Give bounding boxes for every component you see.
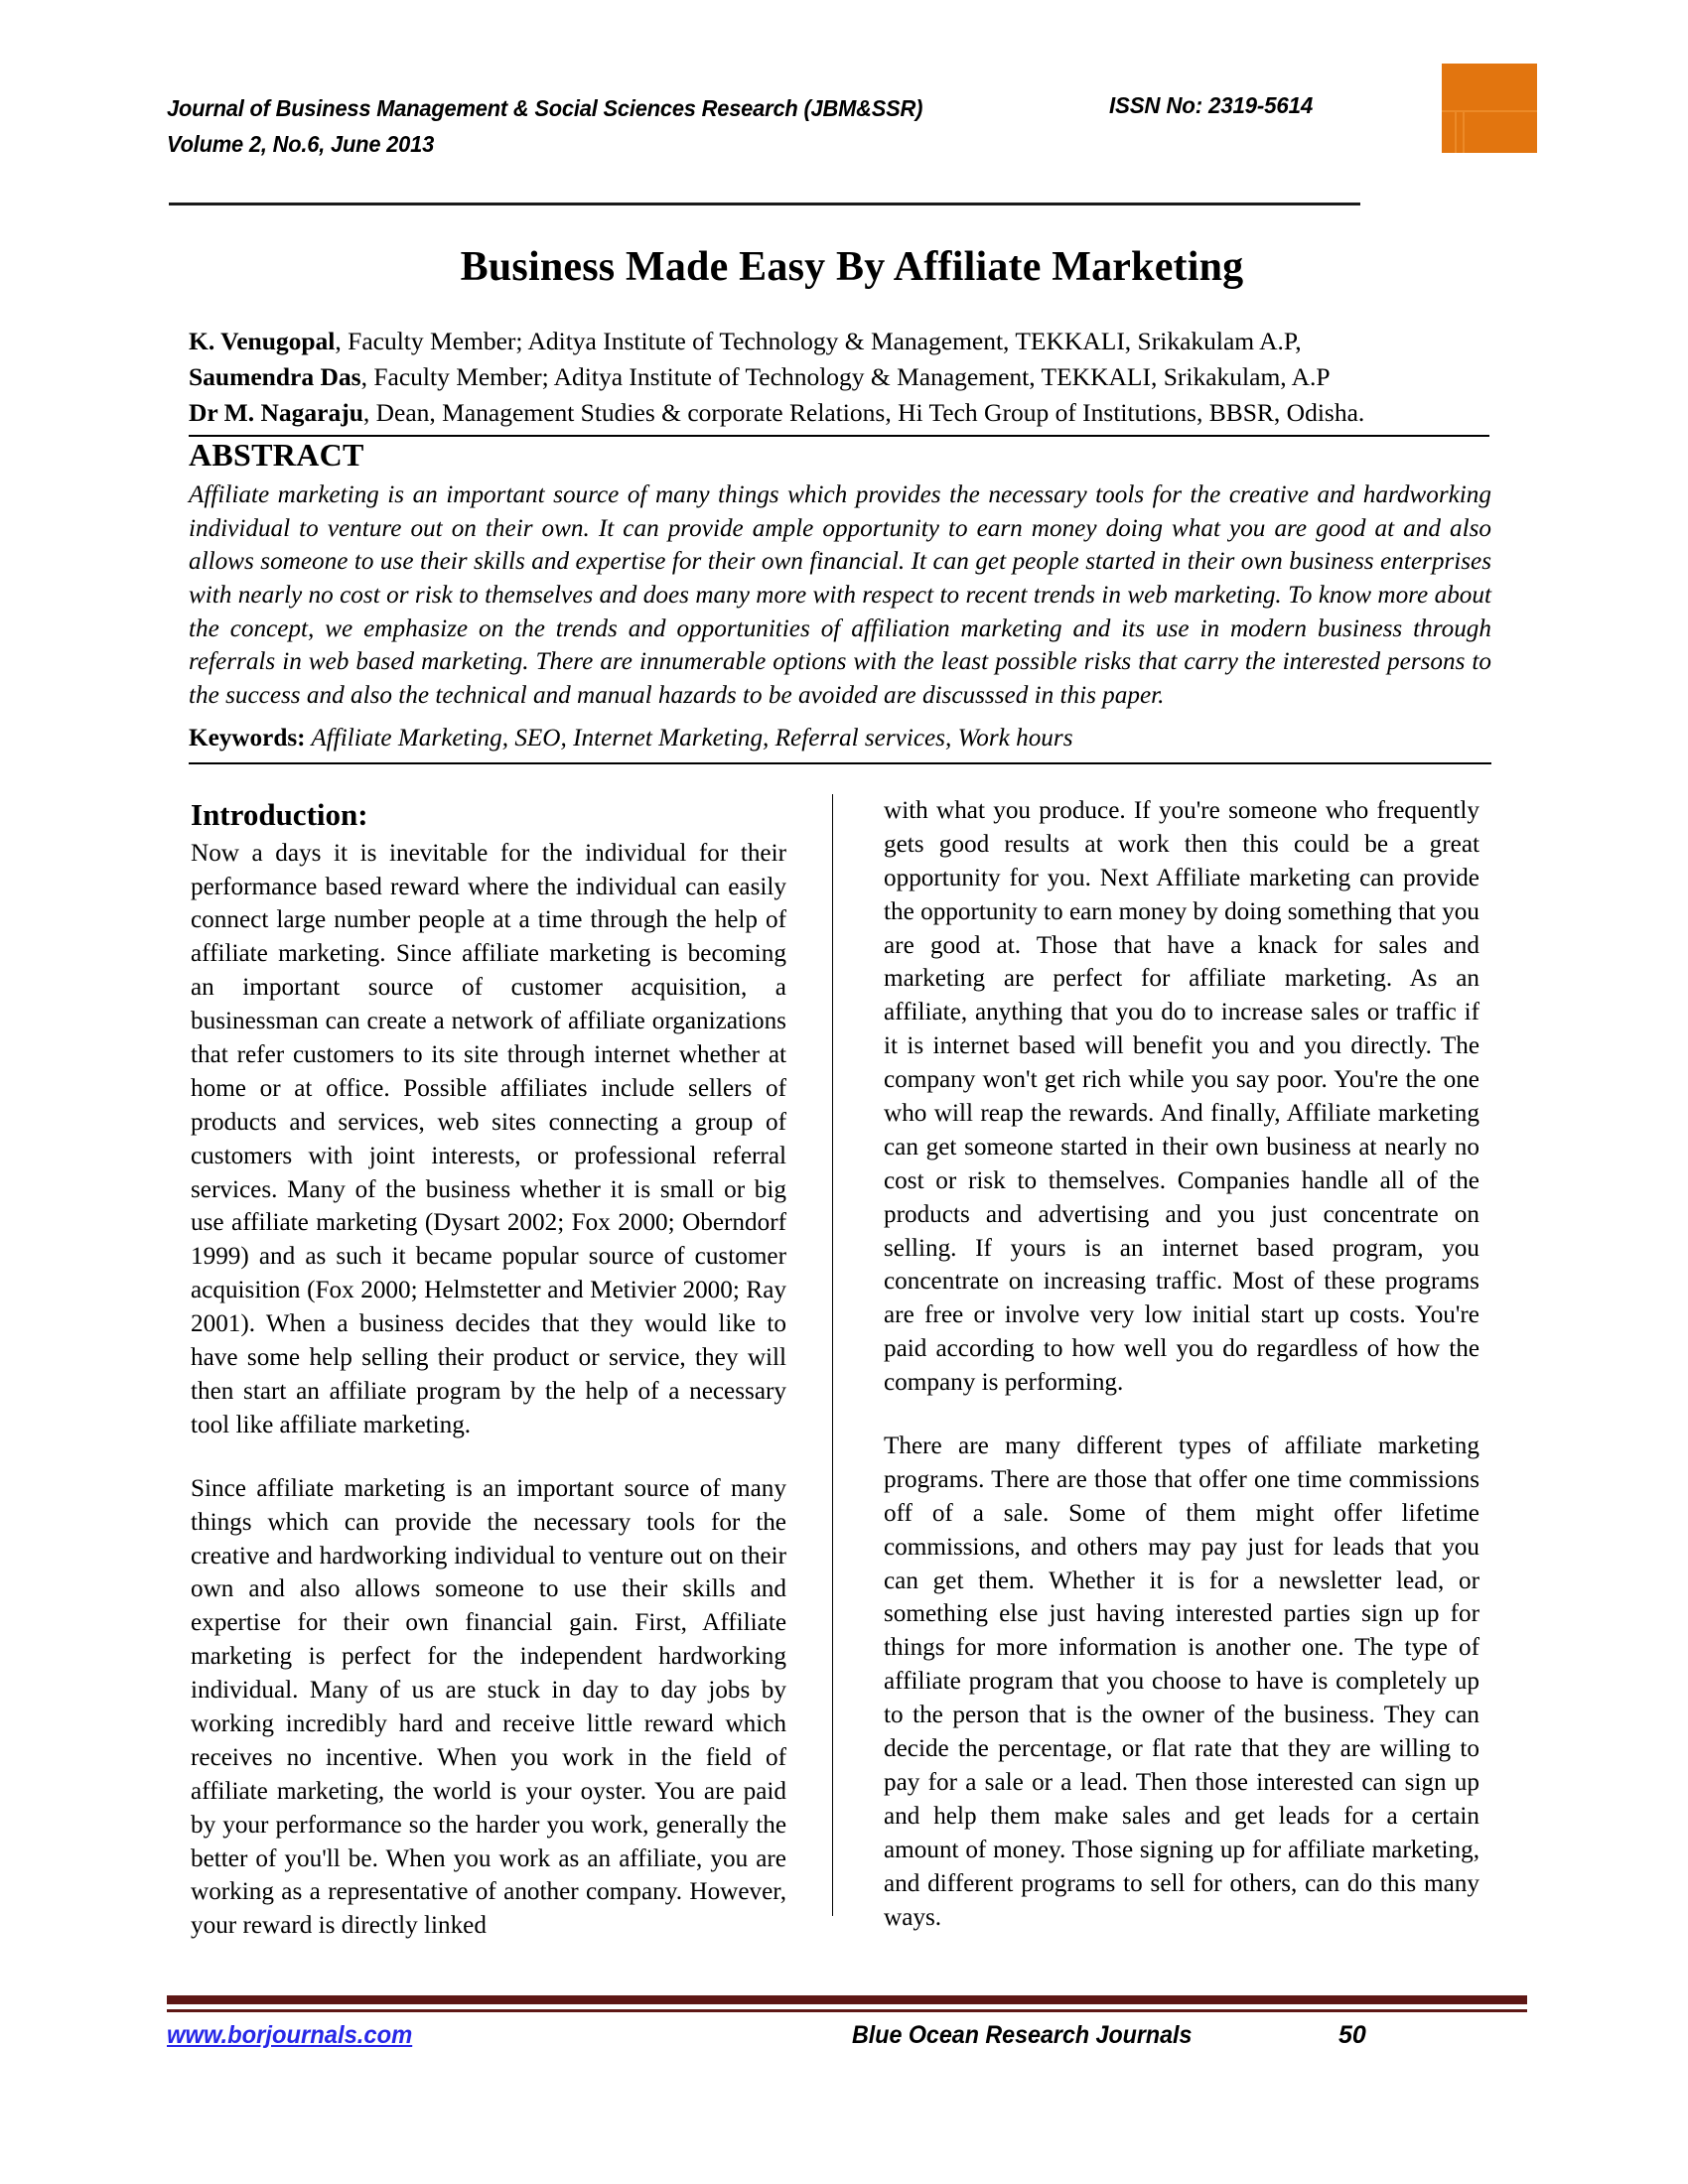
keywords-line — [189, 725, 1491, 752]
logo-vertical-line-1 — [1455, 110, 1457, 153]
keywords-values: Affiliate Marketing, SEO, Internet Marketing, Referral services, Work hours — [305, 725, 1073, 751]
page-number: 50 — [1338, 2021, 1366, 2049]
author-affiliation-2: , Faculty Member; Aditya Institute of Technology & Management, TEKKALI, Srikakulam, A.P — [360, 362, 1331, 392]
page-footer — [167, 2021, 1529, 2067]
publisher-logo-icon — [1442, 64, 1537, 153]
abstract-text: Affiliate marketing is an important source of many things which provides the necessary tools for the creative and hardworking individual to venture out on their own. It can provide ample opportunity to earn money doing what you are good at and also allows someone to use their skills and expertise for their own financial. It can get people started in their own business enterprises with nearly no cost or risk to themselves and does many more with respect to recent trends in web marketing. To know more about the concept, we emphasize on the trends and opportunities of affiliation marketing and its use in modern business through referrals in web based marketing. There are innumerable options with the least possible risks that carry the interested persons to the success and also the technical and manual hazards to be avoided are discusssed in this paper. — [189, 481, 1491, 709]
author-line-1 — [189, 324, 1519, 359]
right-paragraph-2: There are many different types of affiliate marketing programs. There are those that offer one time commissions off of a sale. Some of them might offer lifetime commissions, and others may pay just for leads that you can get them. Whether it is for a newsletter lead, or something else just having interested parties sign up for things for more information is another one. The type of affiliate program that you choose to have is completely up to the person that is the owner of the business. They can decide the percentage, or flat rate that they are willing to pay for a sale or a lead. Then those interested can sign up and help them make sales and get leads for a certain amount of money. Those signing up for affiliate marketing, and different programs to sell for others, can do this many ways. — [884, 1433, 1479, 1931]
footer-divider-thin — [167, 2009, 1527, 2012]
abstract-heading: ABSTRACT — [189, 437, 364, 473]
author-affiliation-1: , Faculty Member; Aditya Institute of Technology & Management, TEKKALI, Srikakulam A.P, — [335, 327, 1302, 355]
logo-vertical-line-2 — [1463, 110, 1465, 153]
column-divider — [832, 794, 833, 1916]
author-affiliation-3: , Dean, Management Studies & corporate Relations, Hi Tech Group of Institutions, BBSR, Odisha. — [362, 398, 1365, 428]
keywords-label: Keywords: — [189, 725, 306, 751]
authors-divider — [189, 435, 1489, 437]
author-name-2: Saumendra Das — [189, 362, 361, 392]
journal-identification — [167, 91, 922, 162]
abstract-divider — [189, 762, 1491, 764]
page-header — [167, 91, 1537, 162]
author-name-1: K. Venugopal — [189, 327, 336, 355]
journal-name: Journal of Business Management & Social Sciences Research (JBM&SSR) — [167, 95, 923, 121]
left-column — [191, 794, 786, 1943]
author-list — [189, 324, 1519, 432]
left-paragraph-1: Now a days it is inevitable for the individual for their performance based reward where the individual can easily connect large number people at a time through the help of affiliate marketing. Since affiliate marketing is becoming an important source of customer acquisition, a businessman can create a network of affiliate organizations that refer customers to its site through internet whether at home or at office. Possible affiliates include sellers of products and services, web sites connecting a group of customers with joint interests, or professional referral services. Many of the business whether it is small or big use affiliate marketing (Dysart 2002; Fox 2000; Oberndorf 1999) and as such it became popular source of customer acquisition (Fox 2000; Helmstetter and Metivier 2000; Ray 2001). When a business decides that they would like to have some help selling their product or service, they will then start an affiliate program by the help of a necessary tool like affiliate marketing. — [191, 839, 786, 1438]
page-title: Business Made Easy By Affiliate Marketing — [460, 244, 1244, 290]
journal-volume: Volume 2, No.6, June 2013 — [167, 130, 435, 157]
author-line-3 — [189, 395, 1519, 431]
author-line-2 — [189, 359, 1519, 395]
footer-divider-thick — [167, 1995, 1527, 2004]
right-paragraph-1: with what you produce. If you're someone who frequently gets good results at work then this could be a great opportunity for you. Next Affiliate marketing can provide the opportunity to earn money by doing something that you are good at. Those that have a knack for sales and marketing are perfect for affiliate marketing. As an affiliate, anything that you do to increase sales or traffic if it is internet based will benefit you and you directly. The company won't get rich while you say poor. You're the one who will reap the rewards. And finally, Affiliate marketing can get someone started in their own business at nearly no cost or risk to themselves. Companies handle all of the products and advertising and you just concentrate on selling. If yours is an internet based program, you concentrate on increasing traffic. Most of these programs are free or involve very low initial start up costs. You're paid according to how well you do regardless of how the company is performing. — [884, 797, 1479, 1397]
journal-website-link[interactable]: www.borjournals.com — [167, 2021, 413, 2049]
introduction-heading: Introduction: — [191, 797, 368, 832]
header-divider — [169, 203, 1360, 205]
issn-text: ISSN No: 2319-5614 — [1109, 92, 1314, 118]
left-paragraph-2: Since affiliate marketing is an important source of many things which can provide the necessary tools for the creative and hardworking individual to venture out on their own and also allows someone to use their skills and expertise for their own financial gain. First, Affiliate marketing is perfect for the independent hardworking individual. Many of us are stuck in day to day jobs by working incredibly hard and receive little reward which receives no incentive. When you work in the field of affiliate marketing, the world is your oyster. You are paid by your performance so the harder you work, generally the better of you'll be. When you work as an affiliate, you are working as a representative of another company. However, your reward is directly linked — [191, 1474, 786, 1940]
header-row — [167, 91, 1537, 162]
publisher-name: Blue Ocean Research Journals — [852, 2021, 1193, 2049]
author-name-3: Dr M. Nagaraju — [189, 398, 363, 428]
right-column — [884, 794, 1479, 1934]
